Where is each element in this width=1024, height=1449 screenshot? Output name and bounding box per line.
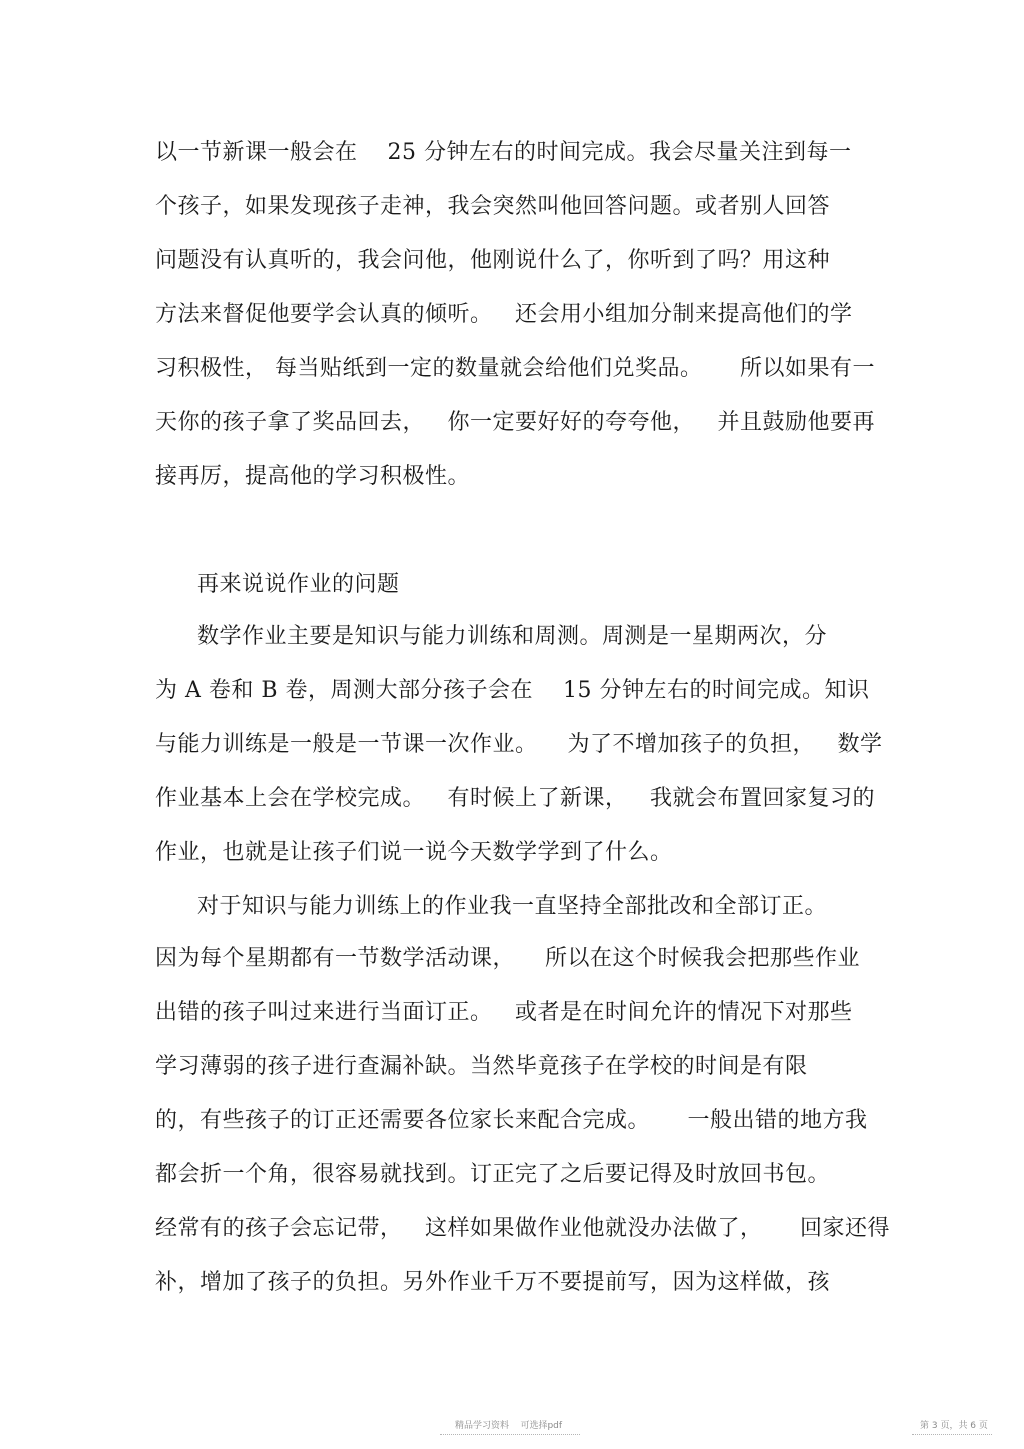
text-line: 经常有的孩子会忘记带， 这样如果做作业他就没办法做了， 回家还得 [155, 1216, 890, 1241]
text-line: 因为每个星期都有一节数学活动课， 所以在这个时候我会把那些作业 [155, 946, 860, 971]
text-line: 学习薄弱的孩子进行查漏补缺。当然毕竟孩子在学校的时间是有限 [155, 1054, 808, 1079]
text-line: 方法来督促他要学会认真的倾听。 还会用小组加分制来提高他们的学 [155, 302, 853, 327]
text-line: 补，增加了孩子的负担。另外作业千万不要提前写，因为这样做，孩 [155, 1270, 831, 1295]
text-line: 接再厉，提高他的学习积极性。 [155, 464, 471, 489]
text-line: 问题没有认真听的，我会问他，他刚说什么了，你听到了吗？用这种 [155, 248, 831, 273]
text-line: 作业基本上会在学校完成。 有时候上了新课， 我就会布置回家复习的 [155, 786, 875, 811]
text-line: 为 A 卷和 B 卷，周测大部分孩子会在 15 分钟左右的时间完成。知识 [155, 678, 870, 703]
text-line: 都会折一个角，很容易就找到。订正完了之后要记得及时放回书包。 [155, 1162, 831, 1187]
text-line: 作业，也就是让孩子们说一说今天数学学到了什么。 [155, 840, 673, 865]
text-line: 与能力训练是一般是一节课一次作业。 为了不增加孩子的负担， 数学 [155, 732, 883, 757]
section-heading: 再来说说作业的问题 [197, 572, 400, 597]
footer-divider [912, 1434, 992, 1435]
page-number: 第 3 页，共 6 页 [920, 1421, 988, 1431]
text-line: 的，有些孩子的订正还需要各位家长来配合完成。 一般出错的地方我 [155, 1108, 868, 1133]
text-line: 出错的孩子叫过来进行当面订正。 或者是在时间允许的情况下对那些 [155, 1000, 853, 1025]
footer-watermark: 精品学习资料 可选择pdf [455, 1421, 563, 1431]
text-line: 对于知识与能力训练上的作业我一直坚持全部批改和全部订正。 [197, 894, 828, 919]
text-line: 习积极性， 每当贴纸到一定的数量就会给他们兑奖品。 所以如果有一 [155, 356, 875, 381]
text-line: 以一节新课一般会在 25 分钟左右的时间完成。我会尽量关注到每一 [155, 140, 852, 165]
text-line: 天你的孩子拿了奖品回去， 你一定要好好的夸夸他， 并且鼓励他要再 [155, 410, 875, 435]
text-line: 数学作业主要是知识与能力训练和周测。周测是一星期两次，分 [197, 624, 828, 649]
footer-divider [440, 1434, 580, 1435]
text-line: 个孩子，如果发现孩子走神，我会突然叫他回答问题。或者别人回答 [155, 194, 831, 219]
